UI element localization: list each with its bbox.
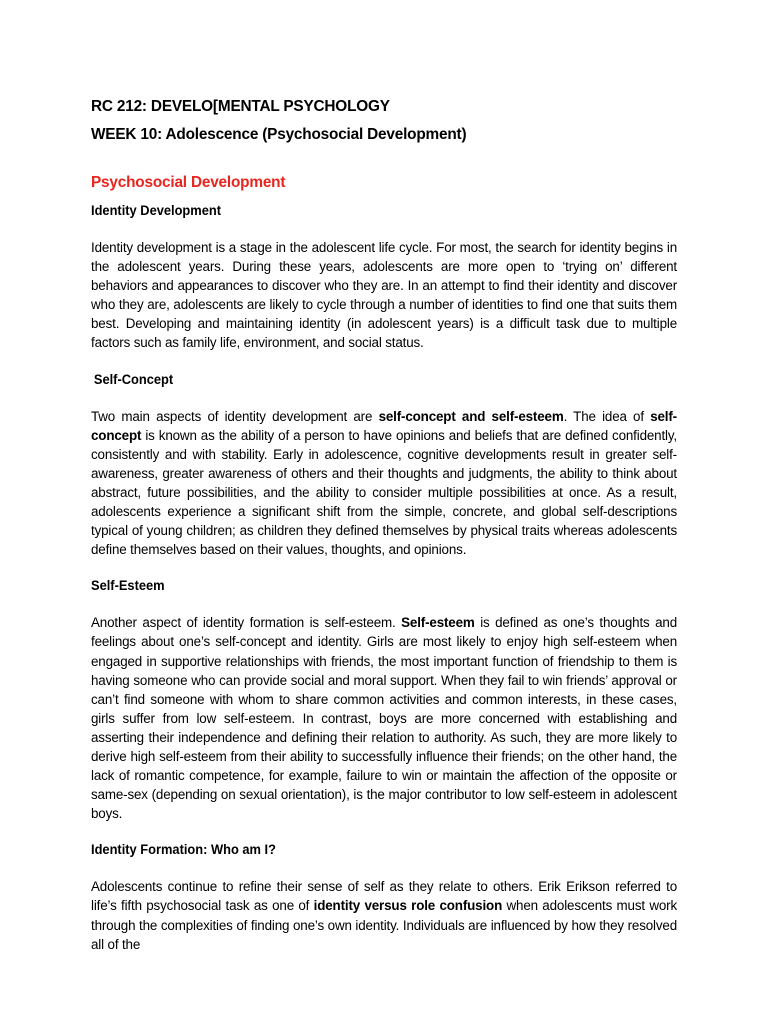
self-esteem-paragraph bbox=[91, 613, 677, 823]
self-esteem-text-1: Another aspect of identity formation is self-esteem. bbox=[91, 615, 402, 631]
identity-formation-text-1: Adolescents continue to refine their sense of self as they relate to others. Erik Erikson referred to life’s fifth psychosocial task as one of bbox=[91, 879, 677, 914]
self-concept-text-2: . The idea of bbox=[563, 408, 651, 424]
identity-formation-heading: Identity Formation: Who am I? bbox=[91, 842, 276, 858]
self-concept-bold-1: self-concept and self-esteem bbox=[378, 408, 564, 424]
self-esteem-bold-1: Self-esteem bbox=[401, 615, 475, 631]
self-concept-heading: Self-Concept bbox=[93, 371, 174, 387]
identity-formation-text-2: when adolescents must work through the complexities of finding one’s own identity. Individuals are influenced by how they resolved all of the bbox=[91, 898, 677, 952]
course-title: RC 212: DEVELO[MENTAL PSYCHOLOGY bbox=[91, 98, 390, 115]
identity-formation-bold-1: identity versus role confusion bbox=[313, 898, 503, 914]
self-esteem-text-2: is defined as one’s thoughts and feelings about one’s self-concept and identity. Girls are most likely to enjoy high self-esteem when engaged in supportive relationships with friends, the most important function of friendship to them is having someone who can provide social and moral support. When they fail to win friends’ approval or can’t find someone with whom to share common activities and common interests, in these cases, girls suffer from low self-esteem. In contrast, boys are more concerned with establishing and asserting their independence and defining their relation to authority. As such, they are more likely to derive high self-esteem from their ability to successfully influence their friends; on the other hand, the lack of romantic competence, for example, failure to win or maintain the affection of the opposite or same-sex (depending on sexual orientation), is the major contributor to low self-esteem in adolescent boys. bbox=[91, 615, 677, 822]
identity-development-paragraph: Identity development is a stage in the adolescent life cycle. For most, the search for identity begins in the adolescent years. During these years, adolescents are more open to ‘trying on’ different behaviors and appearances to discover who they are. In an attempt to find their identity and discover who they are, adolescents are likely to cycle through a number of identities to find one that suits them best. Developing and maintaining identity (in adolescent years) is a difficult task due to multiple factors such as family life, environment, and social status. bbox=[91, 240, 677, 351]
self-concept-text-1: Two main aspects of identity development are bbox=[91, 408, 379, 424]
self-esteem-heading: Self-Esteem bbox=[91, 578, 165, 594]
self-concept-bold-2: self-concept bbox=[91, 408, 677, 443]
identity-development-heading: Identity Development bbox=[91, 203, 222, 218]
self-concept-text-3: is known as the ability of a person to have opinions and beliefs that are defined confidently, consistently and with stability. Early in adolescence, cognitive developments result in greater self-awareness, greater awareness of others and their thoughts and judgments, the ability to think about abstract, future possibilities, and the ability to consider multiple possibilities at once. As a result, adolescents experience a significant shift from the simple, concrete, and global self-descriptions typical of young children; as children they defined themselves by physical traits whereas adolescents define themselves based on their values, thoughts, and opinions. bbox=[91, 427, 677, 558]
identity-formation-paragraph bbox=[91, 877, 677, 953]
self-concept-paragraph bbox=[91, 407, 677, 560]
section-heading: Psychosocial Development bbox=[91, 174, 286, 191]
week-title: WEEK 10: Adolescence (Psychosocial Development) bbox=[91, 126, 467, 143]
